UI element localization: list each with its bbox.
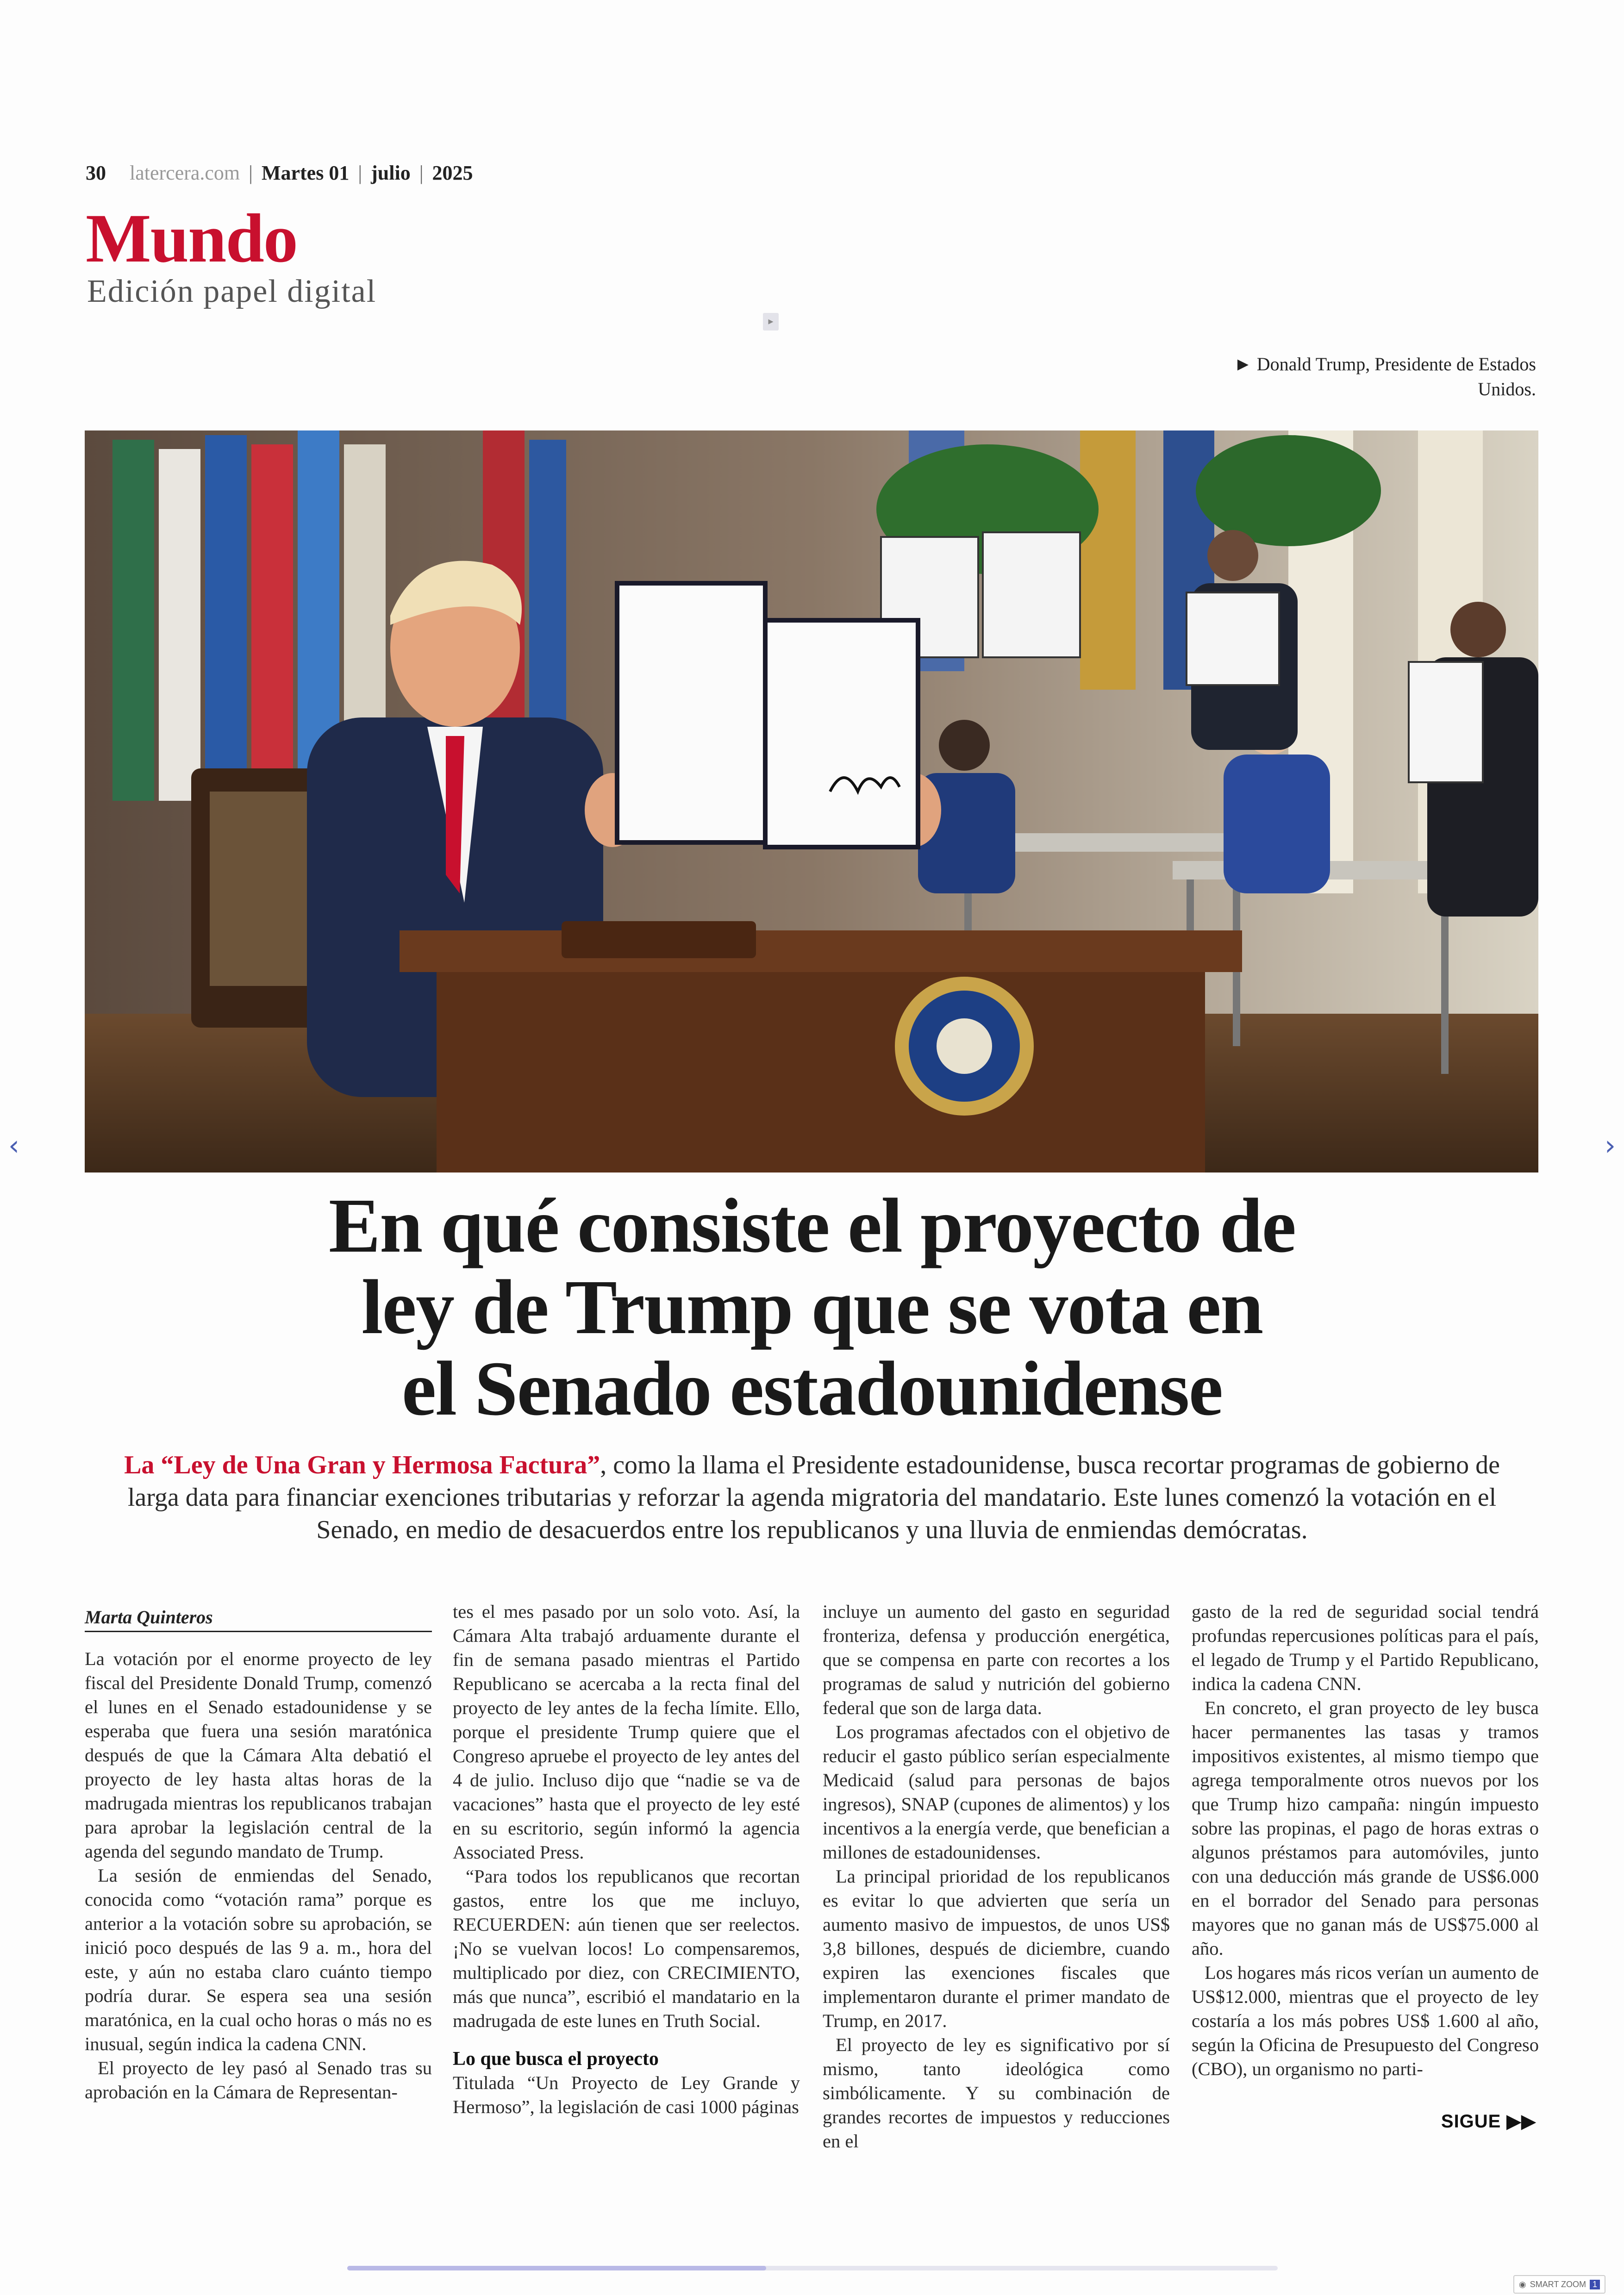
body-column-3 — [823, 1600, 1170, 2153]
smart-zoom-label: SMART ZOOM — [1530, 2279, 1586, 2289]
page-number: 30 — [86, 162, 106, 184]
chevron-right-icon[interactable]: › — [1605, 1129, 1616, 1162]
body-column-4 — [1192, 1600, 1539, 2081]
article-lede — [104, 1449, 1520, 1546]
body-column-2 — [453, 1600, 800, 2119]
lede-text: , como la llama el Presidente estadounidense, busca recortar programas de gobierno de larga data para financiar exenciones tributarias y reforzar la agenda migratoria del mandatario. Este lunes comenzó la votación en el Senado, en medio de desacuerdos entre los republicanos y una lluvia de enmiendas demócratas. — [127, 1451, 1500, 1544]
paragraph: incluye un aumento del gasto en seguridad fronteriza, defensa y producción energética, que se compensa en parte con recortes a los programas de salud y nutrición del gobierno federal que son de larga data. — [823, 1601, 1170, 1718]
separator: | — [249, 162, 253, 184]
article-headline — [139, 1183, 1485, 1432]
issue-month: julio — [371, 162, 411, 184]
separator: | — [358, 162, 362, 184]
photo-caption — [1119, 352, 1536, 402]
headline-line: el Senado estadounidense — [401, 1346, 1223, 1432]
paragraph: tes el mes pasado por un solo voto. Así, la Cámara Alta trabajó arduamente durante el fin de semana pasado mientras el Partido Republicano se acercaba a la recta final del proyecto de ley antes de la fecha límite. Ello, porque el presidente Trump quiere que el Congreso apruebe el proyecto de ley antes del 4 de julio. Incluso dijo que “nadie se va de vacaciones” hasta que el proyecto de ley esté en su escritorio, según informó la agencia Associated Press. — [453, 1601, 800, 1863]
caption-line: ► Donald Trump, Presidente de Estados — [1234, 354, 1536, 374]
chevron-left-icon[interactable]: ‹ — [8, 1129, 19, 1162]
issue-day: Martes 01 — [261, 162, 350, 184]
separator: | — [419, 162, 424, 184]
page-indicator: 1 — [1590, 2280, 1600, 2289]
body-column-1 — [85, 1647, 432, 2104]
paragraph: El proyecto de ley pasó al Senado tras su aprobación en la Cámara de Representan- — [85, 2058, 432, 2102]
lede-highlight: La “Ley de Una Gran y Hermosa Factura” — [124, 1451, 600, 1479]
page-marker-icon: ▸ — [763, 313, 779, 331]
edition-label: Edición papel digital — [87, 274, 377, 309]
issue-year: 2025 — [432, 162, 473, 184]
smart-zoom-button[interactable] — [1513, 2275, 1605, 2294]
eye-icon: ◉ — [1518, 2279, 1526, 2289]
folio — [86, 161, 473, 185]
paragraph: La principal prioridad de los republicanos es evitar lo que advierten que sería un aumento masivo de impuestos, de unos US$ 3,8 billones, después de diciembre, cuando expiren las exenciones fiscales que implementaron durante el primer mandato de Trump, en 2017. — [823, 1866, 1170, 2031]
progress-fill — [347, 2266, 766, 2270]
paragraph: La votación por el enorme proyecto de ley fiscal del Presidente Donald Trump, comenzó el lunes en el Senado estadounidense y se esperaba que fuera una sesión maratónica después de que la Cámara Alta debatió el proyecto de ley hasta altas horas de la madrugada mientras los republicanos trabajan para aprobar la legislación central de la agenda del segundo mandato de Trump. — [85, 1648, 432, 1862]
photo-illustration — [85, 430, 1538, 1172]
paragraph: gasto de la red de seguridad social tendrá profundas repercusiones políticas para el país, el legado de Trump y el Partido Republicano, indica la cadena CNN. — [1192, 1601, 1539, 1694]
paragraph: Titulada “Un Proyecto de Ley Grande y Hermoso”, la legislación de casi 1000 páginas — [453, 2072, 800, 2117]
reading-progress-bar[interactable] — [347, 2266, 1278, 2270]
byline: Marta Quinteros — [85, 1606, 432, 1632]
subheading: Lo que busca el proyecto — [453, 2048, 659, 2070]
paragraph: Los programas afectados con el objetivo de reducir el gasto público serían especialmente Medicaid (salud para personas de bajos ingresos), SNAP (cupones de alimentos) y los incentivos a la energía verde, que benefician a millones de estadounidenses. — [823, 1721, 1170, 1863]
paragraph: “Para todos los republicanos que recortan gastos, entre los que me incluyo, RECUERDEN: aún tienen que ser reelectos. ¡No se vuelvan locos! Lo compensaremos, multiplicado por diez, con CRECIMIENTO, más que nunca”, escribió el mandatario en la madrugada de este lunes en Truth Social. — [453, 1866, 800, 2031]
paragraph: El proyecto de ley es significativo por sí mismo, tanto ideológica como simbólicamente. Y su combinación de grandes recortes de impuestos y reducciones en el — [823, 2034, 1170, 2152]
section-title: Mundo — [86, 200, 297, 277]
headline-line: ley de Trump que se vota en — [361, 1264, 1263, 1350]
paragraph: En concreto, el gran proyecto de ley busca hacer permanentes las tasas y tramos impositivos existentes, al mismo tiempo que agrega temporalmente otros nuevos por los que Trump hizo campaña: ningún impuesto sobre las propinas, el pago de horas extras o algunos préstamos para automóviles, junto con una deducción más grande de US$6.000 en el borrador del Senado para personas mayores que no ganan más de US$75.000 al año. — [1192, 1697, 1539, 1959]
paragraph: La sesión de enmiendas del Senado, conocida como “votación rama” porque es anterior a la votación sobre su aprobación, se inició poco después de las 9 a. m., hora del este, y aún no estaba claro cuánto tiempo podría durar. Se espera sea una sesión maratónica, en la cual ocho horas o más no es inusual, según indica la cadena CNN. — [85, 1865, 432, 2054]
article-photo — [85, 430, 1538, 1172]
site-name: latercera.com — [130, 162, 240, 184]
paragraph: Los hogares más ricos verían un aumento de US$12.000, mientras que el proyecto de ley costaría a los más pobres US$ 1.600 al año, según la Oficina de Presupuesto del Congreso (CBO), un organismo no parti- — [1192, 1962, 1539, 2079]
caption-line: Unidos. — [1478, 379, 1536, 399]
headline-line: En qué consiste el proyecto de — [328, 1183, 1296, 1269]
continue-link[interactable]: SIGUE ▶▶ — [1441, 2111, 1536, 2132]
